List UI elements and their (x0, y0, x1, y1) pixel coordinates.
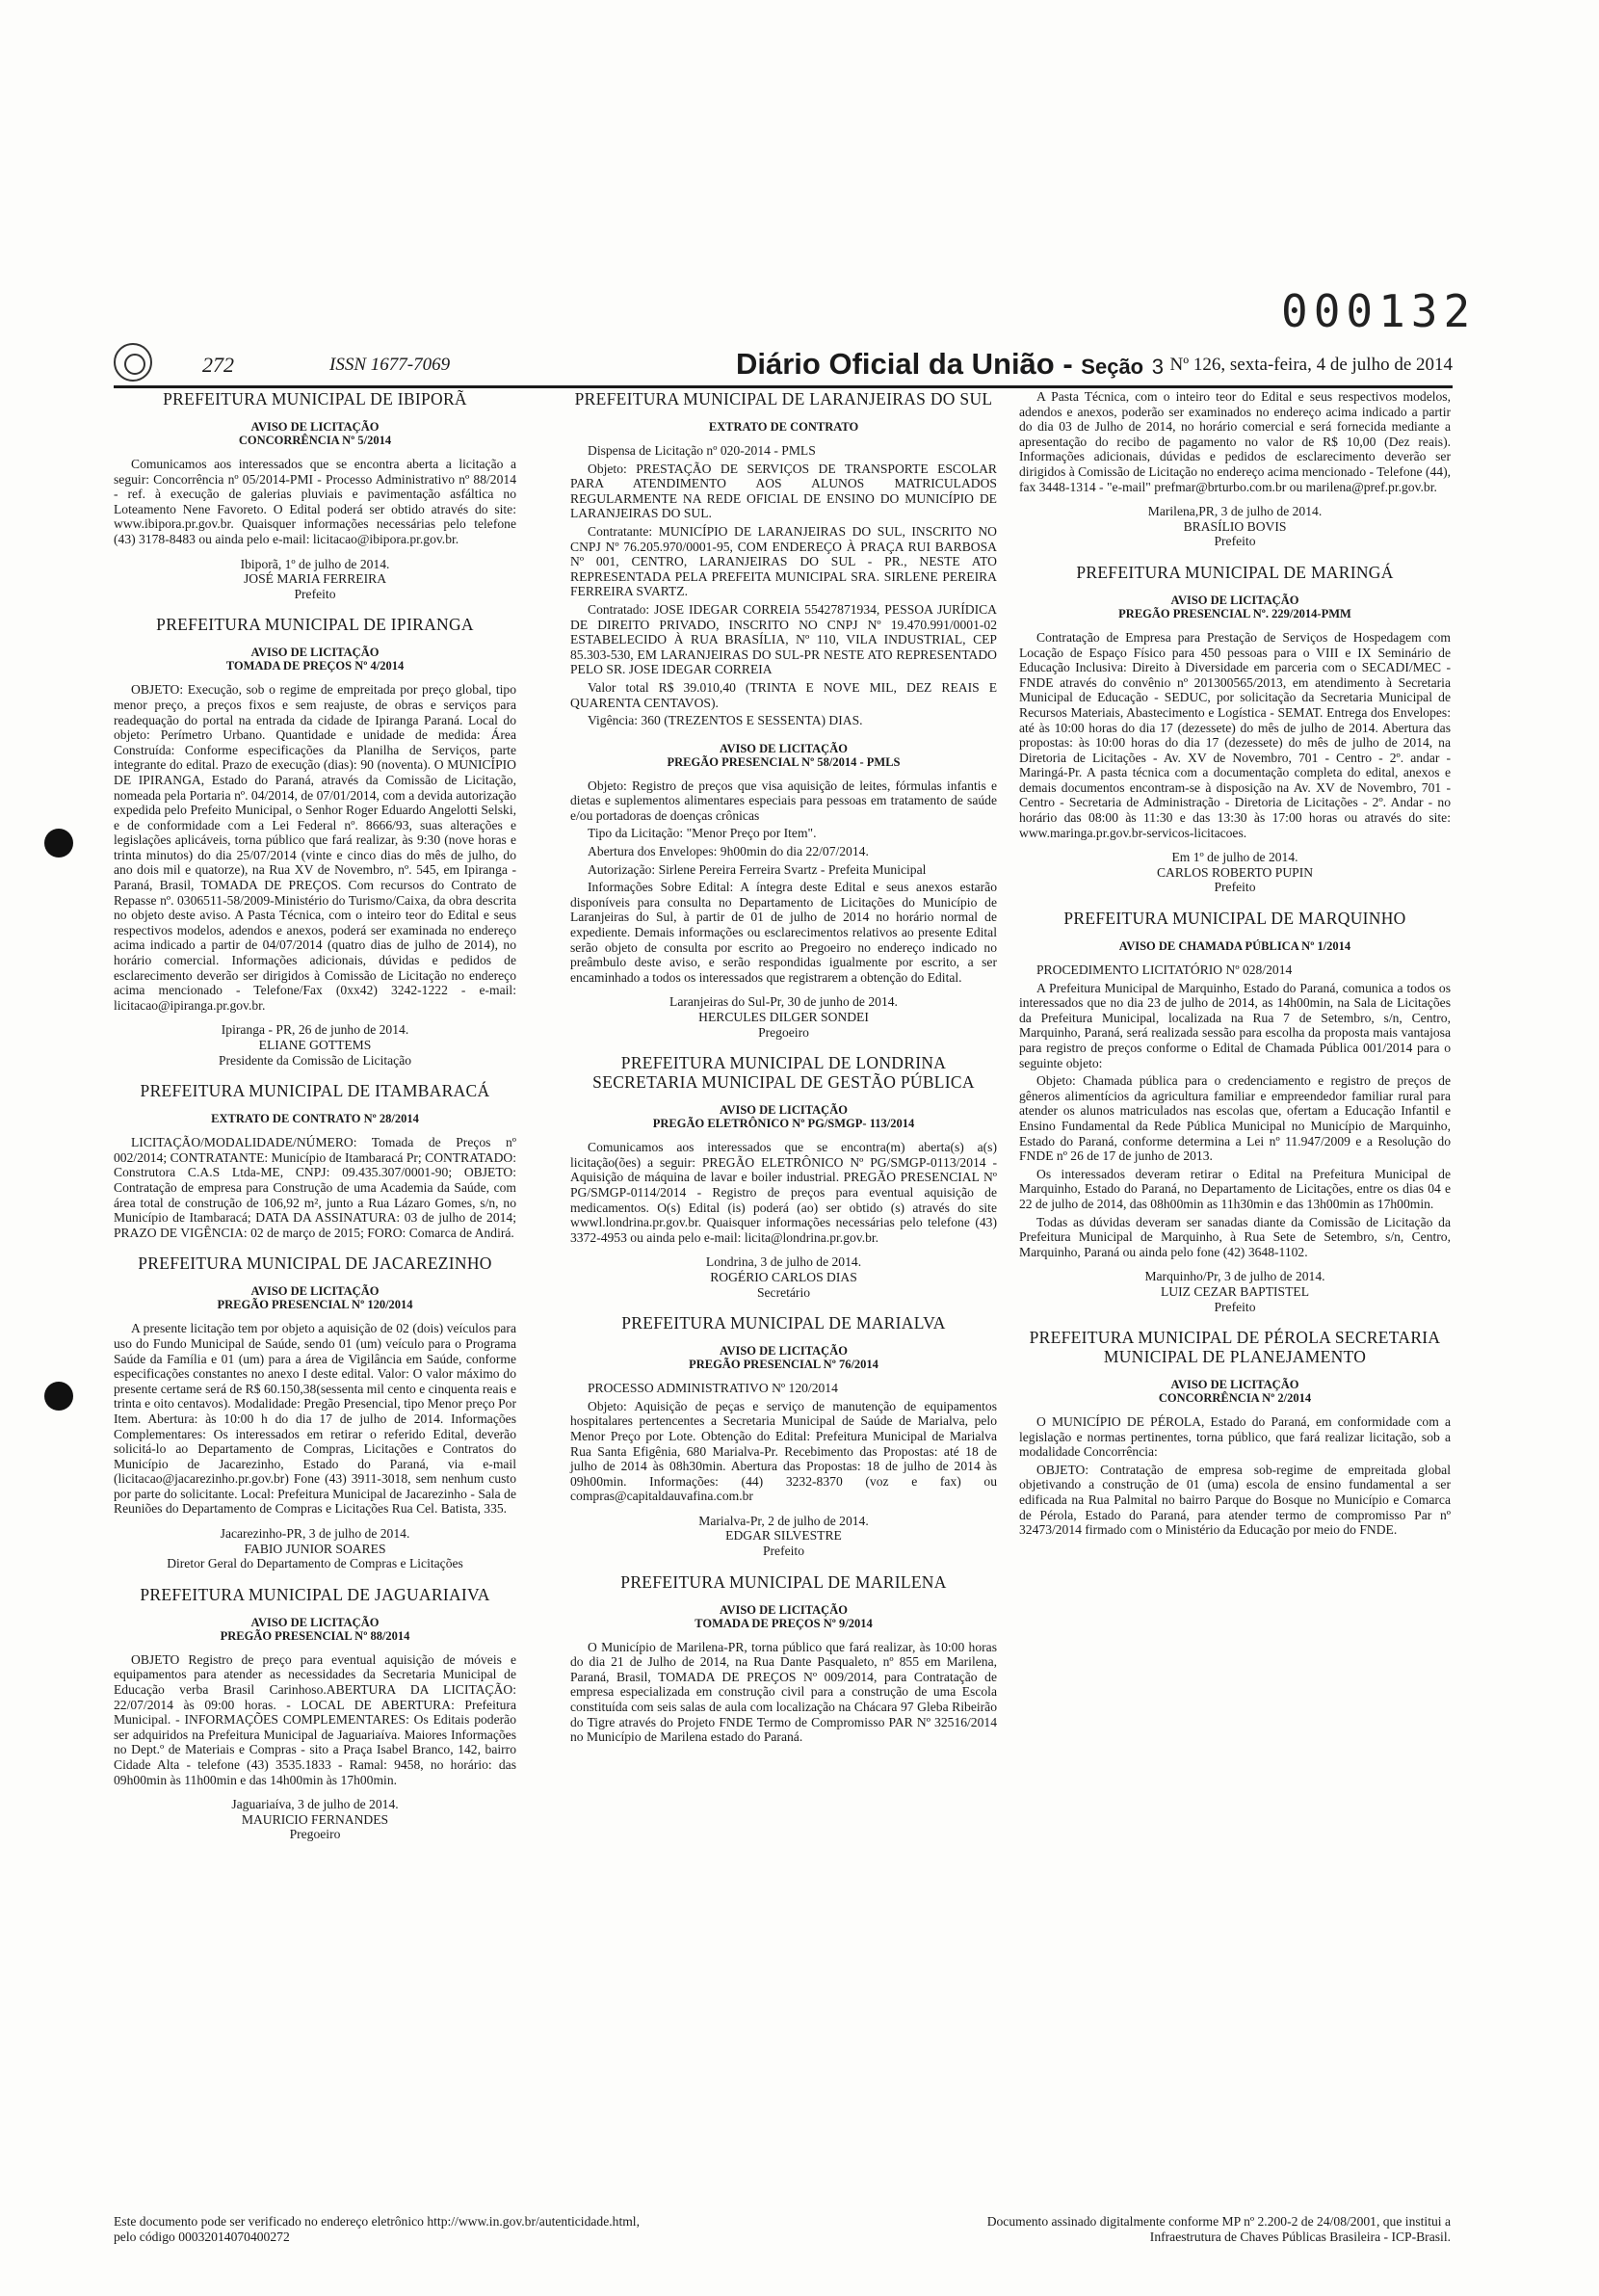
notice-paragraph: Comunicamos aos interessados que se encontra aberta a licitação a seguir: Concorrência nº 05/2014-PMI - Processo Administrativo nº 88/2014 - ref. à execução de galerias pluviais e pavimentação asfáltica no Loteamento Nene Favoreto. O Edital poderá ser obtido através do site: www.ibipora.pr.gov.br. Quaisquer informações necessárias pelo telefone (43) 3178-8483 ou ainda pelo e-mail: licitacao@ibipora.pr.gov.br. (114, 457, 516, 546)
issn: ISSN 1677-7069 (329, 355, 451, 375)
notice-paragraph: A Pasta Técnica, com o inteiro teor do Edital e seus respectivos modelos, adendos e anexos, poderão ser examinados no endereço acima indicado a partir do dia 03 de Julho de 2014, no horário comercial e será fornecida mediante a apresentação do recibo de pagamento no valor de R$ 10,00 (Dez reais). Informações adicionais, dúvidas e pedidos de esclarecimento deverão ser dirigidos à Comissão de Licitação no endereço acima mencionado - Telefone (44), fax 3448-1314 - "e-mail" prefmar@brturbo.com.br ou marilena@pref.pr.gov.br. (1019, 389, 1451, 494)
organization-heading: PREFEITURA MUNICIPAL DE IBIPORÃ (163, 389, 467, 409)
notice-type: AVISO DE LICITAÇÃO (720, 1103, 848, 1118)
notice-paragraph: Tipo da Licitação: "Menor Preço por Item". (588, 826, 817, 841)
verification-text: Este documento pode ser verificado no endereço eletrônico http://www.in.gov.br/autenticidade.html, (114, 2214, 640, 2229)
notice-title (114, 646, 516, 673)
signature-footer (886, 2214, 1451, 2245)
signature-block (1019, 850, 1451, 895)
notice-body (1019, 1414, 1451, 1538)
notice-body (114, 1652, 516, 1787)
signature-text-2: Infraestrutura de Chaves Públicas Brasileira - ICP-Brasil. (1149, 2230, 1451, 2244)
notice-section (114, 1254, 516, 1571)
notice-title (114, 1616, 516, 1643)
organization-heading: PREFEITURA MUNICIPAL DE LARANJEIRAS DO SUL (574, 389, 993, 409)
notice-section (570, 389, 997, 728)
notice-paragraph: Contratante: MUNICÍPIO DE LARANJEIRAS DO SUL, INSCRITO NO CNPJ Nº 76.205.970/0001-95, COM ENDEREÇO À PRAÇA RUI BARBOSA Nº 001, CENTRO, LARANJEIRAS DO SUL - PR., NESTE ATO REPRESENTADA PELA PREFEITA MUNICIPAL SRA. SIRLENE PEREIRA FERREIRA SVARTZ. (570, 523, 997, 599)
notice-paragraph: A Prefeitura Municipal de Marquinho, Estado do Paraná, comunica a todos os interessados que no dia 23 de julho de 2014, as 14h00min, na Sala de Licitações da Prefeitura Municipal, localizada na Rua 7 de Setembro, s/n, Centro, Marquinho, Paraná, será realizada sessão para escolha da proposta mais vantajosa para registro de preços conforme o Edital de Chamada Pública 001/2014 para o seguinte objeto: (1019, 980, 1451, 1070)
organization-heading: PREFEITURA MUNICIPAL DE MARIALVA (621, 1313, 946, 1333)
notice-paragraph: Objeto: PRESTAÇÃO DE SERVIÇOS DE TRANSPORTE ESCOLAR PARA ATENDIMENTO AOS ALUNOS MATRICULADOS REGULARMENTE NA REDE OFICIAL DE ENSINO DO MUNICÍPIO DE LARANJEIRAS DO SUL. (570, 461, 997, 521)
notice-title (114, 1112, 516, 1125)
signer-name: FABIO JUNIOR SOARES (244, 1541, 386, 1556)
notice-number: PREGÃO ELETRÔNICO Nº PG/SMGP- 113/2014 (652, 1117, 915, 1131)
notice-paragraph: Informações Sobre Edital: A íntegra deste Edital e seus anexos estarão disponíveis para consulta no Departamento de Licitações do Município de Laranjeiras do Sul, à partir de 01 de julho de 2014 no horário normal de expediente. Demais informações ou esclarecimentos relativos ao presente Edital serão objeto de consulta por escrito ao Pregoeiro no endereço indicado no preâmbulo deste aviso, e serão respondidas igualmente por escrito, a ser encaminhado a todos os interessados que registrarem a obtenção do Edital. (570, 880, 997, 985)
place-date: Ipiranga - PR, 26 de junho de 2014. (221, 1022, 409, 1038)
signer-role: Prefeito (1214, 880, 1256, 895)
notice-type: EXTRATO DE CONTRATO (708, 420, 859, 434)
signer-role: Prefeito (1214, 1299, 1256, 1314)
signer-role: Pregoeiro (758, 1024, 809, 1040)
signer-name: LUIZ CEZAR BAPTISTEL (1160, 1283, 1310, 1299)
place-date: Laranjeiras do Sul-Pr, 30 de junho de 2014. (669, 994, 898, 1010)
notice-number: PREGÃO PRESENCIAL Nº 76/2014 (689, 1358, 878, 1372)
notice-section (114, 1585, 516, 1842)
notice-section (1019, 389, 1451, 549)
notice-paragraph: O Município de Marilena-PR, torna público que fará realizar, às 10:00 horas do dia 21 de Julho de 2014, na Rua Dante Pasqualeto, nº 855 em Marilena, Paraná, Brasil, TOMADA DE PREÇOS Nº 009/2014, para Contratação de empresa especializada em construção civil para a construção de uma Escola constituída com seis salas de aula com localização na Chácara 97 Gleba Ribeirão do Tigre através do Projeto FNDE Termo de Compromisso PAR Nº 32516/2014 no Município de Marilena estado do Paraná. (570, 1639, 997, 1745)
notice-number: PREGÃO PRESENCIAL Nº 88/2014 (220, 1628, 410, 1643)
notice-title (1019, 594, 1451, 620)
column-2 (570, 389, 997, 1758)
notice-paragraph: Os interessados deveram retirar o Edital na Prefeitura Municipal de Marquinho, Estado do Paraná, no Departamento de Licitações, entre os dias 04 e 22 de julho de 2014, das 08h00min as 11h30min e das 13h00min as 17h00min. (1019, 1166, 1451, 1211)
place-date: Jacarezinho-PR, 3 de julho de 2014. (220, 1526, 410, 1542)
signer-role: Prefeito (1214, 534, 1256, 549)
notice-paragraph: A presente licitação tem por objeto a aquisição de 02 (dois) veículos para uso do Fundo Municipal de Saúde, sendo 01 (um) veículo para o Programa Saúde da Família e 01 (um) para a área de Vigilância em Saúde, conforme especificações constantes no anexo I deste edital. Valor: O valor máximo do presente certame será de R$ 60.150,38(sessenta mil cento e cinquenta reais e trinta e oito centavos). Modalidade: Pregão Presencial, tipo Menor preço Por Item. Abertura: às 10:00 h do dia 17 de julho de 2014. Informações Complementares: Os interessados em retirar o referido Edital, deverão solicitá-lo ao Departamento de Compras, Licitações e Contratos do Município de Jacarezinho, Estado do Paraná, via e-mail (licitacao@jacarezinho.pr.gov.br) Fone (43) 3911-3018, sem nenhum custo por parte do solicitante. Local: Prefeitura Municipal de Jacarezinho - Sala de Reuniões do Departamento de Compras e Licitações Rua Cel. Batista, 335. (114, 1321, 516, 1517)
notice-type: AVISO DE LICITAÇÃO (250, 1615, 380, 1629)
notice-title (114, 1284, 516, 1311)
notice-paragraph: Contratação de Empresa para Prestação de Serviços de Hospedagem com Locação de Espaço Físico para 450 pessoas para o VIII e IX Seminário de Educação Inclusiva: Direito à Diversidade em parceria com o SECADI/MEC -FNDE através do convênio nº 201300565/2013, em atendimento à Secretaria Municipal de Educação - SEDUC, por solicitação da Secretaria Municipal de Recursos Materiais, Abastecimento e Logística - SEMAT. Entrega dos Envelopes: até às 10:00 horas do dia 17 (dezessete) do mês de julho de 2014. Abertura das propostas: às 10:00 horas do dia 17 (dezessete) do mês de julho de 2014, na Diretoria de Licitações - Av. XV de Novembro, 701 - Centro - 2º. andar - Maringá-Pr. A pasta técnica com a documentação completa do edital, anexos e demais documentos encontram-se à disposição na Av. XV de Novembro, 701 - Centro - Secretaria de Administração - Diretoria de Licitações - 2º. Andar - no horário das 08:00 às 11:30 e das 13:30 às 17:00 horas ou através do site: www.maringa.pr.gov.br-servicos-licitacoes. (1019, 629, 1451, 840)
notice-paragraph: Comunicamos aos interessados que se encontra(m) aberta(s) a(s) licitação(ões) a seguir: PREGÃO ELETRÔNICO Nº PG/SMGP-0113/2014 - Aquisição de máquina de lavar e boiler industrial. PREGÃO PRESENCIAL Nº PG/SMGP-0114/2014 - Registro de preços para eventual aquisição de medicamentos. O(s) Edital (is) poderá (ao) ser obtido (s) através do site wwwl.londrina.pr.gov.br. Quaisquer informações necessárias pelo telefone (43) 3372-4953 ou ainda pelo e-mail: licita@londrina.pr.gov.br. (570, 1140, 997, 1245)
signature-block (114, 557, 516, 602)
notice-type: EXTRATO DE CONTRATO Nº 28/2014 (211, 1112, 419, 1126)
notice-paragraph: Valor total R$ 39.010,40 (TRINTA E NOVE MIL, DEZ REAIS E QUARENTA CENTAVOS). (570, 679, 997, 710)
signer-name: HERCULES DILGER SONDEI (698, 1010, 869, 1024)
notice-section (1019, 909, 1451, 1314)
organization-heading: PREFEITURA MUNICIPAL DE IPIRANGA (156, 615, 474, 635)
notice-number: TOMADA DE PREÇOS Nº 9/2014 (695, 1616, 873, 1630)
notice-title (1019, 1378, 1451, 1405)
signer-role: Prefeito (294, 586, 336, 601)
signer-role: Presidente da Comissão de Licitação (218, 1052, 412, 1068)
signer-name: MAURICIO FERNANDES (241, 1811, 389, 1827)
notice-number: PREGÃO PRESENCIAL Nº 58/2014 - PMLS (667, 754, 901, 769)
notice-body (114, 682, 516, 1013)
hole-punch-icon (44, 1382, 73, 1411)
notice-body (114, 1321, 516, 1517)
notice-paragraph: LICITAÇÃO/MODALIDADE/NÚMERO: Tomada de Preços nº 002/2014; CONTRATANTE: Município de Itambaracá Pr; CONTRATADO: Construtora C.A.S Ltda-ME, CNPJ: 09.435.307/0001-90; OBJETO: Contratação de empresa para Construção de uma Academia da Saúde, com área total de construção de 106,92 m², junto a Rua Lázaro Gomes, s/n, no Município de Itambaracá; DATA DA ASSINATURA: 03 de julho de 2014; PRAZO DE VIGÊNCIA: 02 de março de 2015; FORO: Comarca de Andirá. (114, 1135, 516, 1240)
notice-section (114, 1081, 516, 1240)
notice-paragraph: PROCEDIMENTO LICITATÓRIO Nº 028/2014 (1036, 963, 1293, 978)
notice-paragraph: Vigência: 360 (TREZENTOS E SESSENTA) DIAS. (588, 713, 863, 728)
section-label: Seção (1081, 355, 1144, 379)
signature-block (1019, 504, 1451, 549)
place-date: Londrina, 3 de julho de 2014. (705, 1254, 862, 1270)
column-1 (114, 389, 516, 1856)
organization-heading: PREFEITURA MUNICIPAL DE PÉROLA SECRETARIA MUNICIPAL DE PLANEJAMENTO (1029, 1328, 1441, 1367)
signer-name: BRASÍLIO BOVIS (1183, 518, 1287, 534)
signature-block (570, 1514, 997, 1559)
place-date: Em 1º de julho de 2014. (1171, 850, 1298, 865)
signer-role: Secretário (756, 1284, 811, 1300)
notice-type: AVISO DE LICITAÇÃO (720, 1602, 848, 1617)
verification-code: pelo código 00032014070400272 (114, 2230, 290, 2244)
notice-type: AVISO DE LICITAÇÃO (250, 646, 380, 660)
notice-title (1019, 939, 1451, 953)
signer-name: JOSÉ MARIA FERREIRA (243, 571, 387, 587)
notice-paragraph: Abertura dos Envelopes: 9h00min do dia 22/07/2014. (588, 844, 869, 859)
notice-type: AVISO DE LICITAÇÃO (1170, 593, 1299, 607)
notice-body (1019, 389, 1451, 494)
organization-heading: PREFEITURA MUNICIPAL DE MARINGÁ (1076, 562, 1394, 582)
journal-name: Diário Oficial da União - (736, 347, 1082, 381)
signer-name: ELIANE GOTTEMS (258, 1038, 372, 1052)
notice-section (570, 1053, 997, 1300)
signer-name: EDGAR SILVESTRE (725, 1528, 842, 1544)
page-header (114, 343, 1453, 388)
page-number: 272 (202, 353, 234, 377)
notice-body (570, 1640, 997, 1745)
journal-title (736, 347, 1164, 382)
notice-title (570, 420, 997, 434)
notice-section (1019, 563, 1451, 895)
notice-title (570, 1603, 997, 1630)
signature-text: Documento assinado digitalmente conforme MP nº 2.200-2 de 24/08/2001, que institui a (986, 2214, 1451, 2229)
signature-block (1019, 1269, 1451, 1314)
notice-number: PREGÃO PRESENCIAL Nº. 229/2014-PMM (1118, 606, 1351, 620)
notice-type: AVISO DE LICITAÇÃO (250, 1284, 380, 1299)
notice-paragraph: Objeto: Aquisição de peças e serviço de manutenção de equipamentos hospitalares pertencentes a Secretaria Municipal de Saúde de Marialva, pelo Menor Preço por Lote. Obtenção do Edital: Prefeitura Municipal de Marialva Rua Santa Efigênia, 680 Marialva-Pr. Recebimento das Propostas: até 18 de julho de 2014 às 08h30min. Abertura das Propostas: 18 de julho de 2014 às 09h00min. Informações: (44) 3232-8370 (voz e fax) ou compras@capitaldauvafina.com.br (570, 1398, 997, 1504)
column-3 (1019, 389, 1451, 1551)
notice-type: AVISO DE LICITAÇÃO (250, 420, 380, 434)
notice-type: AVISO DE LICITAÇÃO (1170, 1378, 1299, 1392)
notice-paragraph: Todas as dúvidas deveram ser sanadas diante da Comissão de Licitação da Prefeitura Municipal de Marquinho, à Rua Sete de Setembro, s/n, Centro, Marquinho, Paraná ou ainda pelo fone (42) 3648-1102. (1019, 1214, 1451, 1259)
notice-body (114, 1135, 516, 1240)
notice-title (570, 1344, 997, 1371)
signer-name: ROGÉRIO CARLOS DIAS (710, 1269, 857, 1284)
notice-body (570, 1140, 997, 1245)
signature-block (114, 1797, 516, 1842)
notice-body (570, 779, 997, 986)
notice-type: AVISO DE LICITAÇÃO (720, 1344, 848, 1359)
notice-section (114, 389, 516, 601)
notice-body (570, 443, 997, 728)
edition-info: Nº 126, sexta-feira, 4 de julho de 2014 (1169, 355, 1453, 375)
notice-paragraph: OBJETO: Contratação de empresa sob-regime de empreitada global objetivando a construção de 01 (uma) escola de ensino fundamental a ser edificada na Rua Palmital no bairro Parque do Bosque no Município e Comarca de Pérola, Estado do Paraná, para atender termo de compromisso Par nº 32473/2014 firmado com o Ministério da Educação por meio do FNDE. (1019, 1462, 1451, 1538)
notice-section (114, 615, 516, 1068)
signer-role: Diretor Geral do Departamento de Compras e Licitações (167, 1556, 463, 1571)
notice-paragraph: Objeto: Chamada pública para o credenciamento e registro de preços de gêneros alimentícios da agricultura familiar e empreendedor familiar rural para atender os alunos matriculados nas escolas que, ofertam a Educação Infantil e Ensino Fundamental da Rede Pública Municipal no Município de Marquinho, Estado do Paraná, conforme determina a Lei nº 11.947/2009 e a Resolução do FNDE nº 26 de 17 de junho de 2013. (1019, 1073, 1451, 1164)
notice-paragraph: O MUNICÍPIO DE PÉROLA, Estado do Paraná, em conformidade com a legislação e normas pertinentes, torna público, que fará realizar licitação, sob a modalidade Concorrência: (1019, 1414, 1451, 1460)
notice-body (114, 457, 516, 547)
organization-heading: PREFEITURA MUNICIPAL DE MARILENA (620, 1571, 947, 1592)
signer-name: CARLOS ROBERTO PUPIN (1156, 864, 1314, 880)
notice-title (114, 420, 516, 447)
notice-section (570, 1313, 997, 1559)
notice-paragraph: Dispensa de Licitação nº 020-2014 - PMLS (588, 443, 816, 458)
organization-heading: PREFEITURA MUNICIPAL DE JACAREZINHO (138, 1254, 492, 1274)
section-number: 3 (1151, 355, 1164, 379)
notice-body (570, 1381, 997, 1504)
place-date: Marialva-Pr, 2 de julho de 2014. (698, 1513, 869, 1528)
notice-paragraph: Autorização: Sirlene Pereira Ferreira Svartz - Prefeita Municipal (588, 861, 927, 877)
notice-section (1019, 1328, 1451, 1538)
notice-title (570, 1103, 997, 1130)
signer-role: Pregoeiro (289, 1827, 341, 1842)
notice-paragraph: OBJETO Registro de preço para eventual aquisição de móveis e equipamentos para atender as necessidades da Secretaria Municipal de Educação verba Brasil Carinhoso.ABERTURA DA LICITAÇÃO: 22/07/2014 às 09:00 horas. - LOCAL DE ABERTURA: Prefeitura Municipal. - INFORMAÇÕES COMPLEMENTARES: Os Editais poderão ser adquiridos na Prefeitura Municipal de Jaguariaíva. Maiores Informações no Dept.º de Materiais e Compras - sito a Praça Isabel Branco, 142, bairro Cidade Alta - telefone (43) 3535.1833 - Ramal: 9458, no horário: das 09h00min às 11h00min e das 14h00min às 17h00min. (114, 1651, 516, 1787)
archive-stamp: 000132 (1281, 285, 1477, 337)
place-date: Jaguariaíva, 3 de julho de 2014. (231, 1797, 399, 1812)
hole-punch-icon (44, 829, 73, 858)
signature-block (570, 994, 997, 1040)
notice-paragraph: Objeto: Registro de preços que visa aquisição de leites, fórmulas infantis e dietas e suplementos alimentares especiais para pessoas em tratamento de saúde e/ou portadoras de doenças crônicas (570, 778, 997, 823)
notice-body (1019, 630, 1451, 840)
notice-paragraph: PROCESSO ADMINISTRATIVO Nº 120/2014 (588, 1381, 838, 1396)
notice-paragraph: Contratado: JOSE IDEGAR CORREIA 55427871934, PESSOA JURÍDICA DE DIREITO PRIVADO, INSCRITO NO CNPJ Nº 19.470.991/0001-02 ESTABELECIDO À RUA BRASÍLIA, Nº 110, VILA INDUSTRIAL, CEP 85.303-530, EM LARANJEIRAS DO SUL-PR NESTE ATO REPRESENTADO PELO SR. JOSE IDEGAR CORREIA (570, 601, 997, 677)
notice-paragraph: OBJETO: Execução, sob o regime de empreitada por preço global, tipo menor preço, a preços fixos e sem reajuste, de obras e serviços para readequação do portal na entrada da cidade de Ipiranga Paraná. Local do objeto: Perímetro Urbano. Quantidade e unidade de medida: Área Construída: Conforme especificações da Planilha de Serviços, parte integrante do edital. Prazo de execução (dias): 90 (noventa). O MUNICÍPIO DE IPIRANGA, Estado do Paraná, através da Comissão de Licitação, nomeada pela Portaria nº. 04/2014, de 07/01/2014, com a devida autorização expedida pelo Prefeito Municipal, o Senhor Roger Eduardo Angelotti Selski, e de conformidade com a Lei Federal nº. 8666/93, suas alterações e legislações aplicáveis, torna público que fará realizar, às 9:30 (nove horas e trinta minutos) do dia 25/07/2014 (vinte e cinco dias do mês de julho, do ano dois mil e quatorze), na Rua XV de Novembro, nº. 545, em Ipiranga - Paraná, Brasil, TOMADA DE PREÇOS. Com recursos do Contrato de Repasse nº. 0306511-58/2009-Ministério do Turismo/Caixa, da obra descrita no objeto deste aviso. A Pasta Técnica, com o inteiro teor do Edital e seus respectivos modelos, adendos e anexos, poderá ser examinada no endereço acima indicado a partir de 04/07/2014 (quatro dias de julho de 2014), no horário comercial. Informações adicionais, dúvidas e pedidos de esclarecimento deverão ser dirigidos à Comissão de Licitação no endereço acima mencionado - Telefone/Fax (0xx42) 3242-1222 - e-mail: licitacao@ipiranga.pr.gov.br. (114, 682, 516, 1013)
notice-number: CONCORRÊNCIA Nº 5/2014 (238, 434, 392, 447)
notice-number: TOMADA DE PREÇOS Nº 4/2014 (225, 659, 405, 673)
signature-block (114, 1526, 516, 1571)
notice-title (570, 742, 997, 769)
notice-number: CONCORRÊNCIA Nº 2/2014 (1158, 1391, 1312, 1406)
notice-section (570, 1572, 997, 1745)
notice-type: AVISO DE LICITAÇÃO (720, 741, 848, 755)
signature-block (114, 1022, 516, 1068)
organization-heading: PREFEITURA MUNICIPAL DE MARQUINHO (1063, 909, 1406, 929)
signer-role: Prefeito (762, 1544, 805, 1559)
place-date: Marquinho/Pr, 3 de julho de 2014. (1144, 1269, 1325, 1284)
place-date: Ibiporã, 1º de julho de 2014. (240, 556, 390, 571)
notice-type: AVISO DE CHAMADA PÚBLICA Nº 1/2014 (1118, 939, 1351, 954)
signature-block (570, 1254, 997, 1300)
coat-of-arms-icon (114, 343, 152, 382)
notice-body (1019, 963, 1451, 1259)
notice-section (570, 742, 997, 1041)
organization-heading: PREFEITURA MUNICIPAL DE LONDRINA SECRETARIA MUNICIPAL DE GESTÃO PÚBLICA (592, 1053, 975, 1093)
organization-heading: PREFEITURA MUNICIPAL DE JAGUARIAIVA (140, 1584, 490, 1604)
notice-number: PREGÃO PRESENCIAL Nº 120/2014 (217, 1298, 413, 1312)
verification-footer (114, 2214, 711, 2245)
organization-heading: PREFEITURA MUNICIPAL DE ITAMBARACÁ (140, 1081, 490, 1101)
place-date: Marilena,PR, 3 de julho de 2014. (1147, 504, 1323, 519)
